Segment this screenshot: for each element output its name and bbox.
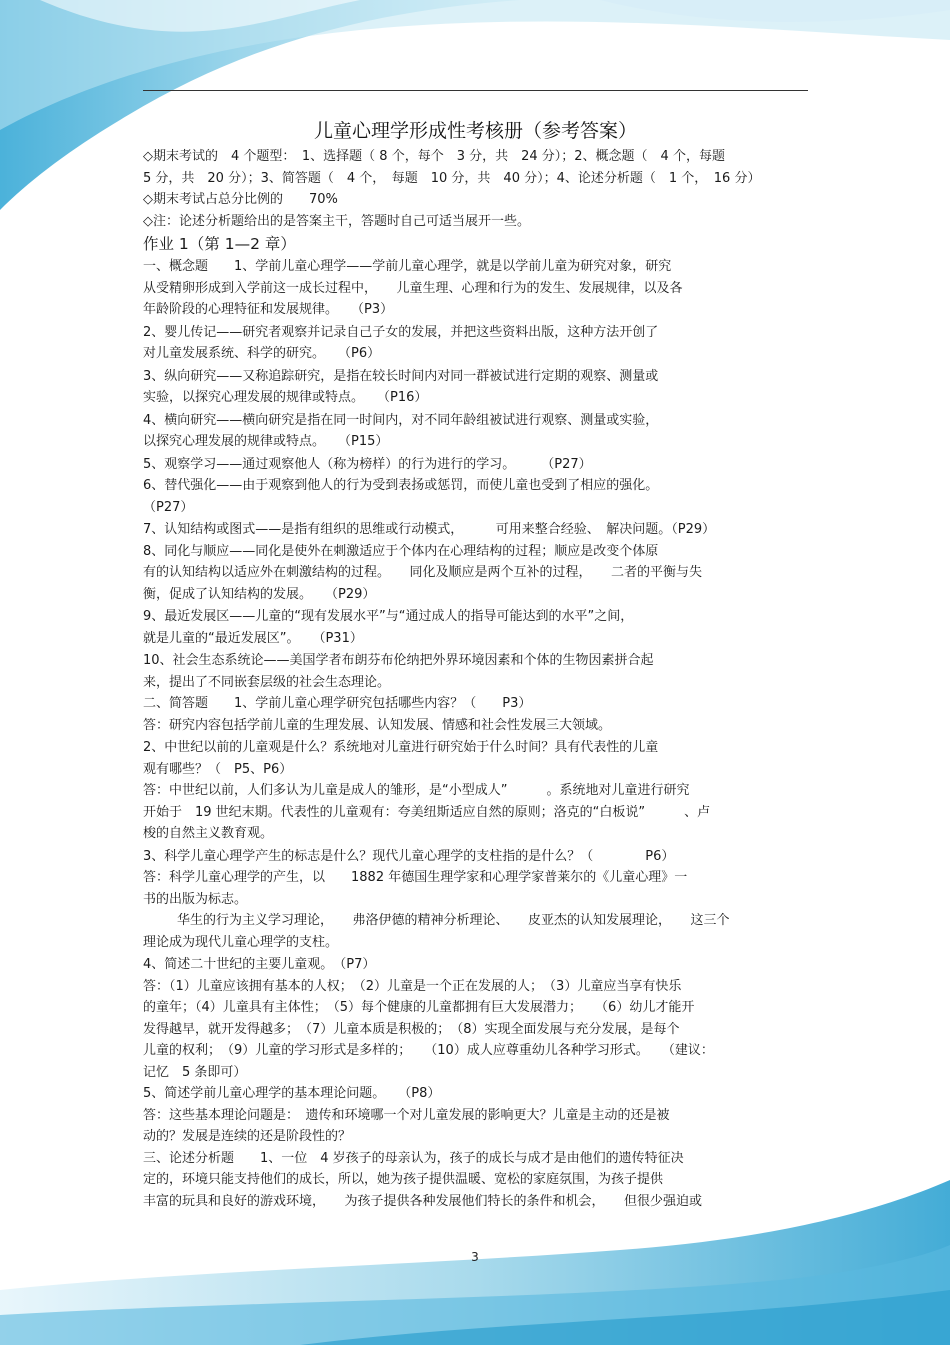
text-line: 定的，环境只能支持他们的成长，所以，她为孩子提供温暖、宽松的家庭氛围，为孩子提供 [143,1172,664,1187]
text-line: 华生的行为主义学习理论， 弗洛伊德的精神分析理论、 皮亚杰的认知发展理论， 这三个 [177,913,730,928]
text-line: 8、同化与顺应——同化是使外在刺激适应于个体内在心理结构的过程；顺应是改变个体原 [143,543,659,559]
text-line: 观有哪些？（ P5、P6） [143,761,293,777]
text-line: 7、认知结构或图式——是指有组织的思维或行动模式， 可用来整合经验、 解决问题。（P29） [143,522,716,537]
text-line: 答：（1）儿童应该拥有基本的人权； （2）儿童是一个正在发展的人； （3）儿童应当享有快乐 [143,978,682,994]
text-line: 一、概念题 1、学前儿童心理学——学前儿童心理学，就是以学前儿童为研究对象，研究 [143,259,672,274]
text-line: 答：中世纪以前，人们多认为儿童是成人的雏形，是“小型成人” 。系统地对儿童进行研究 [143,783,690,798]
text-line: 发得越早，就开发得越多； （7）儿童本质是积极的； （8）实现全面发展与充分发展，是每个 [143,1021,680,1037]
text-line: 5、简述学前儿童心理学的基本理论问题。 （P8） [143,1086,441,1101]
text-line: 年龄阶段的心理特征和发展规律。 （P3） [143,302,394,317]
text-line: 2、中世纪以前的儿童观是什么？系统地对儿童进行研究始于什么时间？具有代表性的儿童 [143,740,659,755]
text-line: 的童年；（4）儿童具有主体性； （5）每个健康的儿童都拥有巨大发展潜力； （6）幼儿才能开 [143,1000,695,1015]
text-line: 3、纵向研究——又称追踪研究，是指在较长时间内对同一群被试进行定期的观察、测量或 [143,368,659,384]
text-line: 对儿童发展系统、科学的研究。 （P6） [143,346,381,361]
text-line: 开始于 19 世纪末期。代表性的儿童观有：夸美纽斯适应自然的原则；洛克的“白板说” 、卢 [143,804,711,820]
page-number: 3 [471,1250,479,1264]
text-line: 从受精卵形成到入学前这一成长过程中， 儿童生理、心理和行为的发生、发展规律，以及各 [143,280,683,296]
text-line: 就是儿童的“最近发展区”。 （P31） [143,630,363,646]
text-line: 答：科学儿童心理学的产生，以 1882 年德国生理学家和心理学家普莱尔的《儿童心理》一 [143,870,688,885]
text-line: 丰富的玩具和良好的游戏环境， 为孩子提供各种发展他们特长的条件和机会， 但很少强迫或 [143,1193,703,1209]
text-line: 5、观察学习——通过观察他人（称为榜样）的行为进行的学习。 （P27） [143,456,592,472]
text-line: ◇注：论述分析题给出的是答案主干，答题时自己可适当展开一些。 [143,213,530,229]
text-line: 实验，以探究心理发展的规律或特点。 （P16） [143,390,428,405]
text-line: 儿童的权利； （9）儿童的学习形式是多样的； （10）成人应尊重幼儿各种学习形式。 （建议： [143,1043,714,1058]
text-line: 10、社会生态系统论——美国学者布朗芬布伦纳把外界环境因素和个体的生物因素拼合起 [143,653,654,668]
text-line: 4、横向研究——横向研究是指在同一时间内，对不同年龄组被试进行观察、测量或实验， [143,412,659,428]
text-line: ◇期末考试占总分比例的 70% [143,192,338,207]
text-line: 动的？发展是连续的还是阶段性的？ [143,1129,352,1144]
text-line: 4、简述二十世纪的主要儿童观。 （P7） [143,957,376,972]
text-line: 答：这些基本理论问题是： 遗传和环境哪一个对儿童发展的影响更大？儿童是主动的还是被 [143,1107,670,1123]
text-line: 5 分，共 20 分）；3、简答题（ 4 个， 每题 10 分，共 40 分）；4、论述分析题（ 1 个， 16 分） [143,170,761,186]
text-line: 2、婴儿传记——研究者观察并记录自己子女的发展，并把这些资料出版，这种方法开创了 [143,324,659,340]
text-line: 衡，促成了认知结构的发展。 （P29） [143,586,376,602]
text-line: 理论成为现代儿童心理学的支柱。 [143,934,339,950]
text-line: 3、科学儿童心理学产生的标志是什么？现代儿童心理学的支柱指的是什么？（ P6） [143,848,675,864]
text-line: 有的认知结构以适应外在刺激结构的过程。 同化及顺应是两个互补的过程， 二者的平衡与失 [143,565,703,580]
text-line: 二、简答题 1、学前儿童心理学研究包括哪些内容？（ P3） [143,696,532,711]
page-title: 儿童心理学形成性考核册（参考答案） [313,120,637,142]
section-heading: 作业 1（第 1—2 章） [143,235,296,253]
document-body [143,146,808,1212]
text-line: 以探究心理发展的规律或特点。 （P15） [143,434,389,449]
text-line: 梭的自然主义教育观。 [143,826,274,841]
text-line: 6、替代强化——由于观察到他人的行为受到表扬或惩罚，而使儿童也受到了相应的强化。 [143,478,659,493]
text-line: 答：研究内容包括学前儿童的生理发展、认知发展、情感和社会性发展三大领域。 [143,717,612,733]
text-line: 记忆 5 条即可） [143,1064,247,1080]
text-line: 书的出版为标志。 [143,891,248,907]
text-line: 9、最近发展区——儿童的“现有发展水平”与“通过成人的指导可能达到的水平”之间， [143,609,634,624]
text-line: （P27） [143,499,194,515]
text-line: ◇期末考试的 4 个题型： 1、选择题（ 8 个，每个 3 分，共 24 分）；2、概念题（ 4 个，每题 [143,149,725,164]
text-line: 来，提出了不同嵌套层级的社会生态理论。 [143,674,391,690]
header-rule [143,90,808,91]
text-line: 三、论述分析题 1、一位 4 岁孩子的母亲认为，孩子的成长与成才是由他们的遗传特征决 [143,1150,684,1166]
